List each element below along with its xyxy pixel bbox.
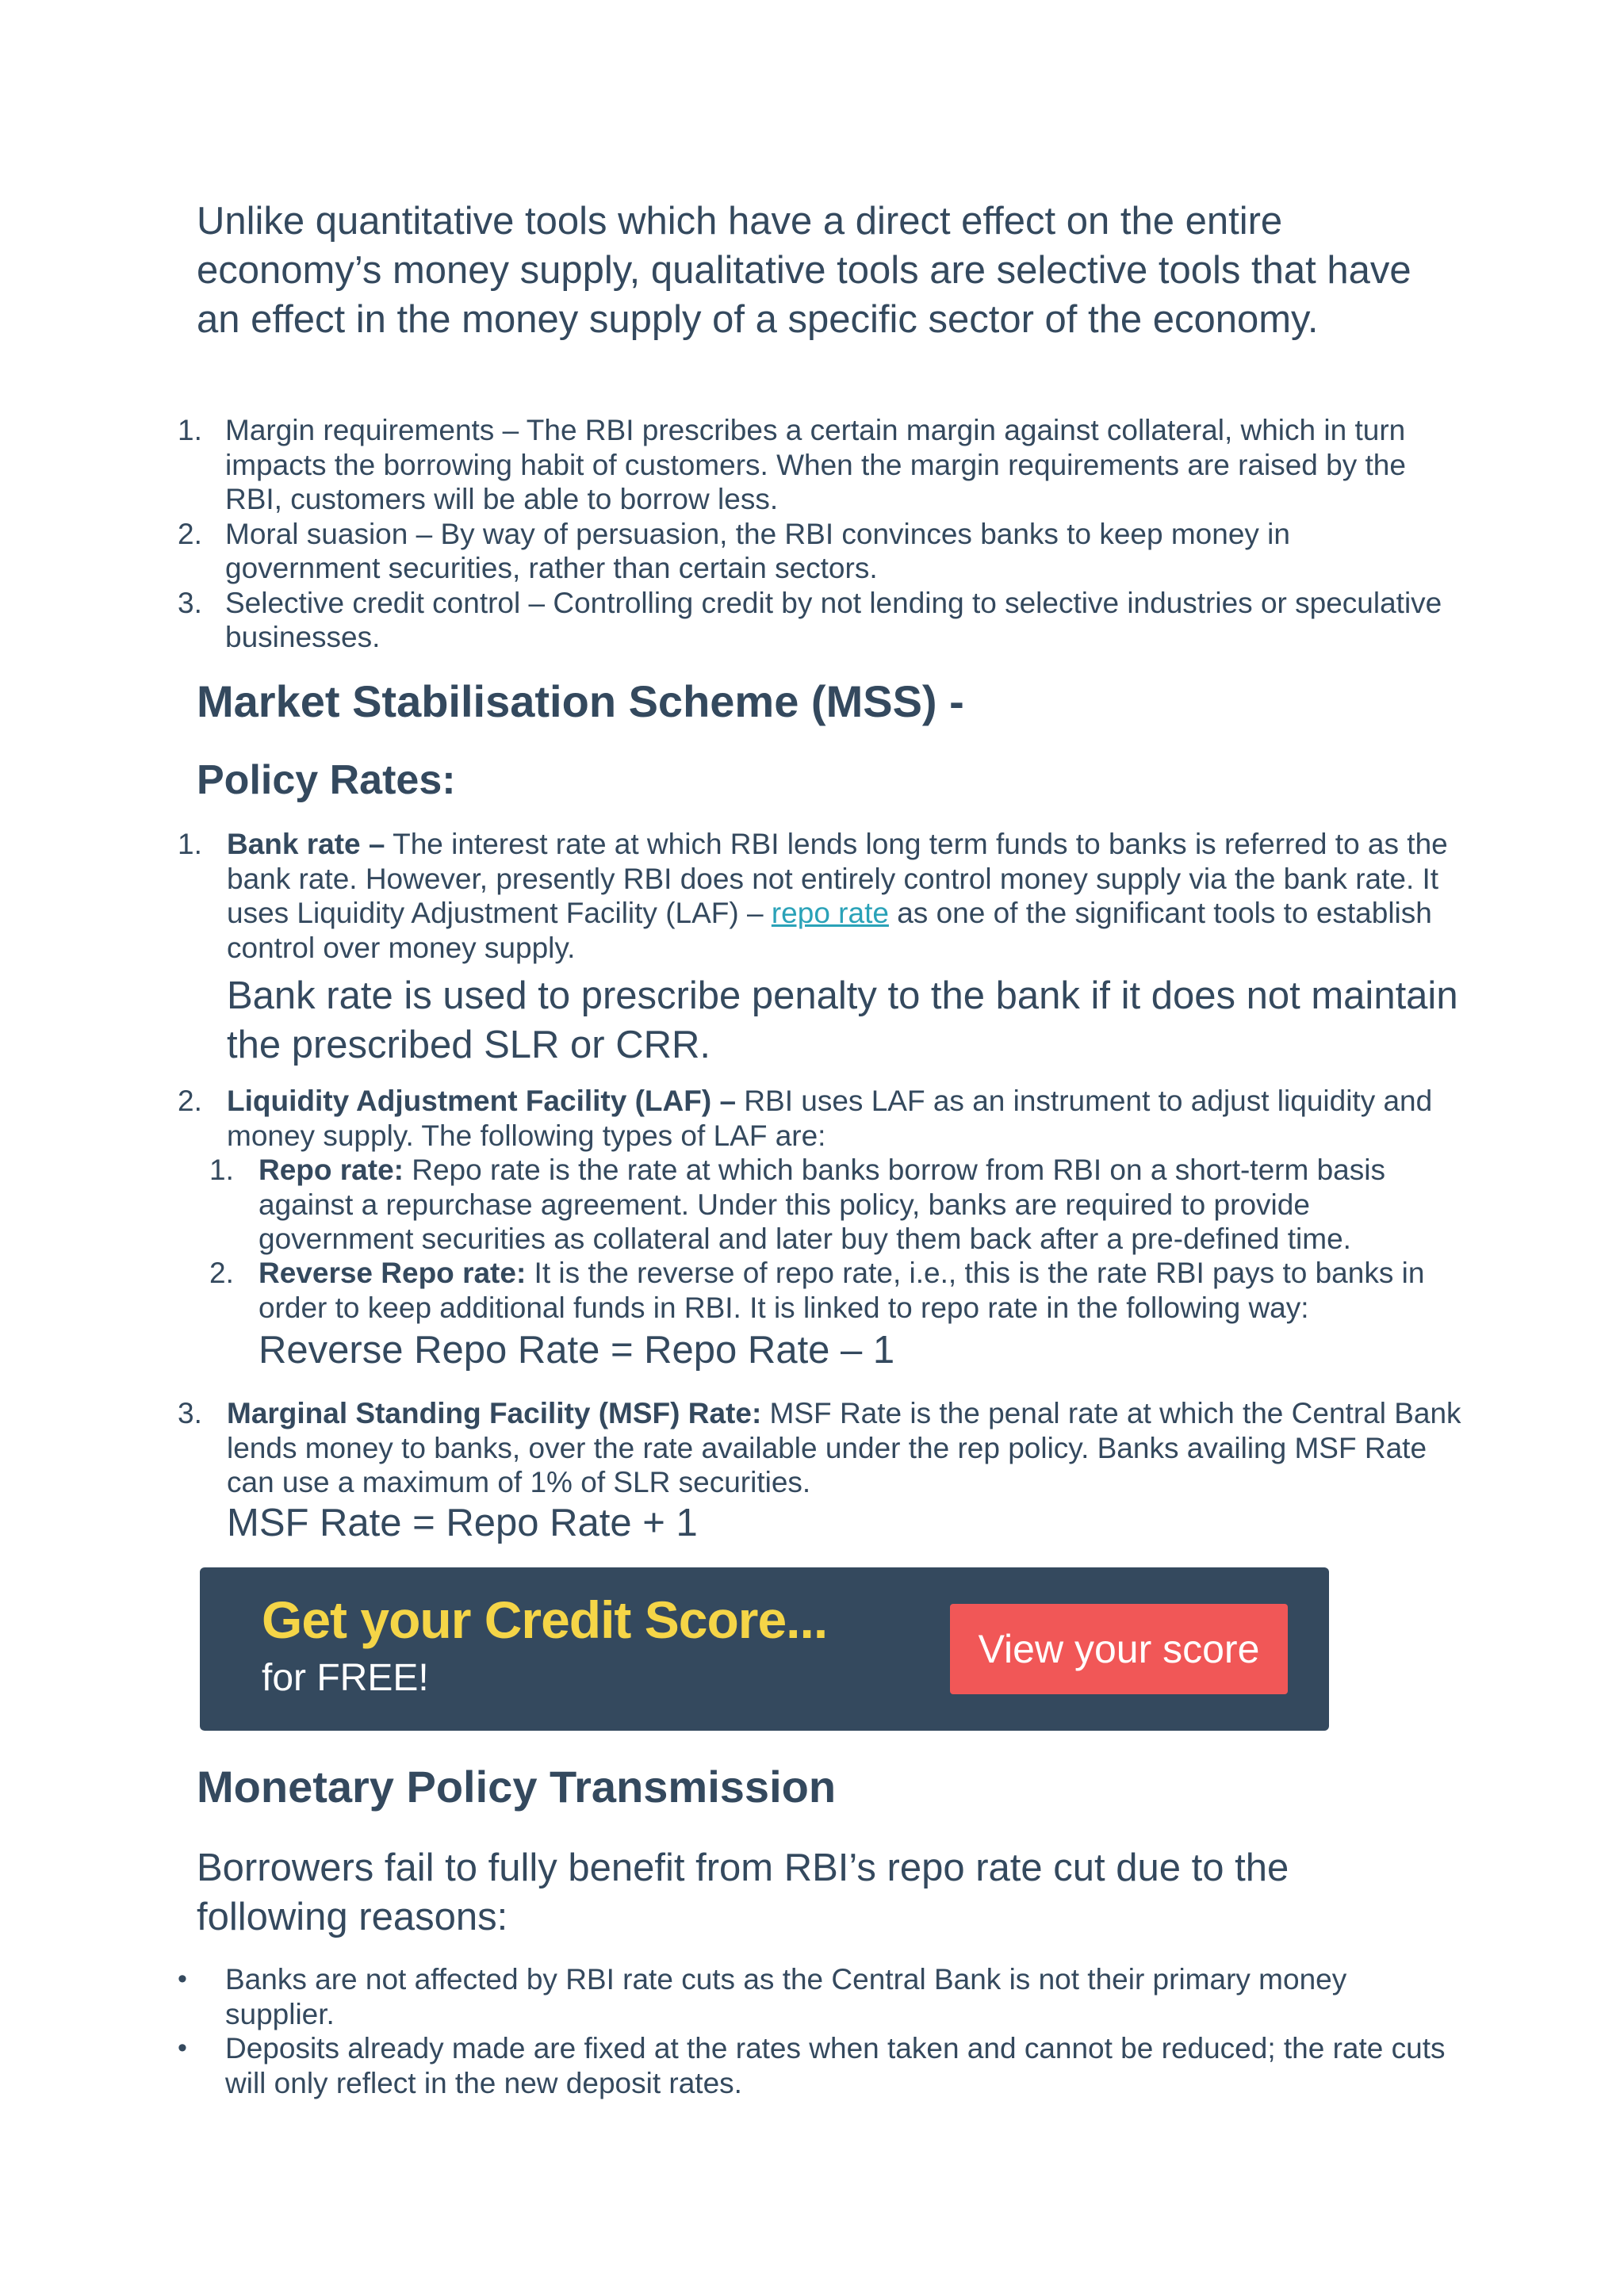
list-number: 2. — [209, 1257, 234, 1289]
monetary-policy-heading: Monetary Policy Transmission — [197, 1762, 837, 1812]
banner-subtitle: for FREE! — [262, 1657, 429, 1699]
repo-rate-label: Repo rate: — [259, 1154, 404, 1186]
list-item-text: Deposits already made are fixed at the rates when taken and cannot be reduced; the rate cuts will only reflect in the new deposit rates. — [225, 2032, 1446, 2099]
list-number: 2. — [178, 1085, 202, 1117]
banner-title: Get your Credit Score... — [262, 1590, 828, 1649]
reasons-list — [178, 1962, 1446, 2100]
list-item — [178, 413, 1446, 517]
msf-formula: MSF Rate = Repo Rate + 1 — [227, 1502, 698, 1544]
mss-heading: Market Stabilisation Scheme (MSS) - — [197, 676, 964, 726]
list-item — [178, 517, 1446, 586]
credit-score-banner[interactable] — [200, 1567, 1329, 1731]
list-number: 1. — [178, 828, 202, 860]
list-item-text: Moral suasion – By way of persuasion, the RBI convinces banks to keep money in government securities, rather than certain sectors. — [225, 517, 1290, 584]
bank-rate-body — [227, 827, 1464, 1070]
msf-label: Marginal Standing Facility (MSF) Rate: — [227, 1397, 762, 1429]
reverse-repo-body — [259, 1256, 1432, 1325]
monetary-policy-lead: Borrowers fail to fully benefit from RBI’s repo rate cut due to the following reasons: — [197, 1846, 1289, 1938]
list-number: 1. — [178, 414, 202, 446]
list-number: 2. — [178, 517, 202, 550]
bank-rate-text — [227, 827, 1464, 965]
bank-rate-desc: The interest rate at which RBI lends long term funds to banks is referred to as the bank rate. However, presently RBI does not entirely control money supply via the bank rate. It uses Liquidity Adjustment Facility (LAF) – — [227, 828, 1448, 929]
msf-body — [227, 1396, 1464, 1500]
list-item — [178, 1962, 1446, 2031]
bank-rate-desc-end: as one of the significant tools to establish control over money supply. — [227, 897, 1432, 964]
bullet-icon: • — [178, 2033, 187, 2063]
laf-body — [227, 1084, 1464, 1153]
list-item-text: Banks are not affected by RBI rate cuts as the Central Bank is not their primary money supplier. — [225, 1963, 1347, 2030]
view-score-button[interactable]: View your score — [950, 1604, 1288, 1694]
laf-desc: RBI uses LAF as an instrument to adjust liquidity and money supply. The following types of LAF are: — [227, 1085, 1433, 1152]
laf-label: Liquidity Adjustment Facility (LAF) – — [227, 1085, 737, 1117]
reverse-repo-label: Reverse Repo rate: — [259, 1257, 527, 1289]
repo-rate-desc: Repo rate is the rate at which banks borrow from RBI on a short-term basis against a repurchase agreement. Under this policy, banks are required to provide government securities as collateral and later buy them back after a pre-defined time. — [259, 1154, 1385, 1255]
list-number: 3. — [178, 586, 202, 619]
list-number: 1. — [209, 1154, 234, 1186]
bank-rate-note: Bank rate is used to prescribe penalty to the bank if it does not maintain the prescribed SLR or CRR. — [227, 974, 1458, 1066]
repo-rate-link[interactable]: repo rate — [771, 897, 889, 929]
list-item — [178, 586, 1446, 655]
qualitative-tools-list — [178, 413, 1446, 655]
msf-desc: MSF Rate is the penal rate at which the Central Bank lends money to banks, over the rate available under the rep policy. Banks availing MSF Rate can use a maximum of 1% of SLR securities. — [227, 1397, 1461, 1498]
list-number: 3. — [178, 1397, 202, 1429]
repo-rate-body — [259, 1153, 1432, 1257]
policy-rates-heading: Policy Rates: — [197, 757, 456, 803]
bank-rate-label: Bank rate – — [227, 828, 385, 860]
reverse-repo-formula: Reverse Repo Rate = Repo Rate – 1 — [259, 1329, 895, 1372]
intro-paragraph: Unlike quantitative tools which have a direct effect on the entire economy’s money supply, qualitative tools are selective tools that have an effect in the money supply of a specific sector of the economy. — [197, 200, 1411, 341]
list-item — [178, 2031, 1446, 2100]
bullet-icon: • — [178, 1964, 187, 1994]
list-item-text: Selective credit control – Controlling credit by not lending to selective industries or speculative businesses. — [225, 586, 1442, 653]
list-item-text: Margin requirements – The RBI prescribes a certain margin against collateral, which in turn impacts the borrowing habit of customers. When the margin requirements are raised by the RBI, customers will be able to borrow less. — [225, 414, 1406, 515]
reverse-repo-desc: It is the reverse of repo rate, i.e., this is the rate RBI pays to banks in order to keep additional funds in RBI. It is linked to repo rate in the following way: — [259, 1257, 1425, 1324]
